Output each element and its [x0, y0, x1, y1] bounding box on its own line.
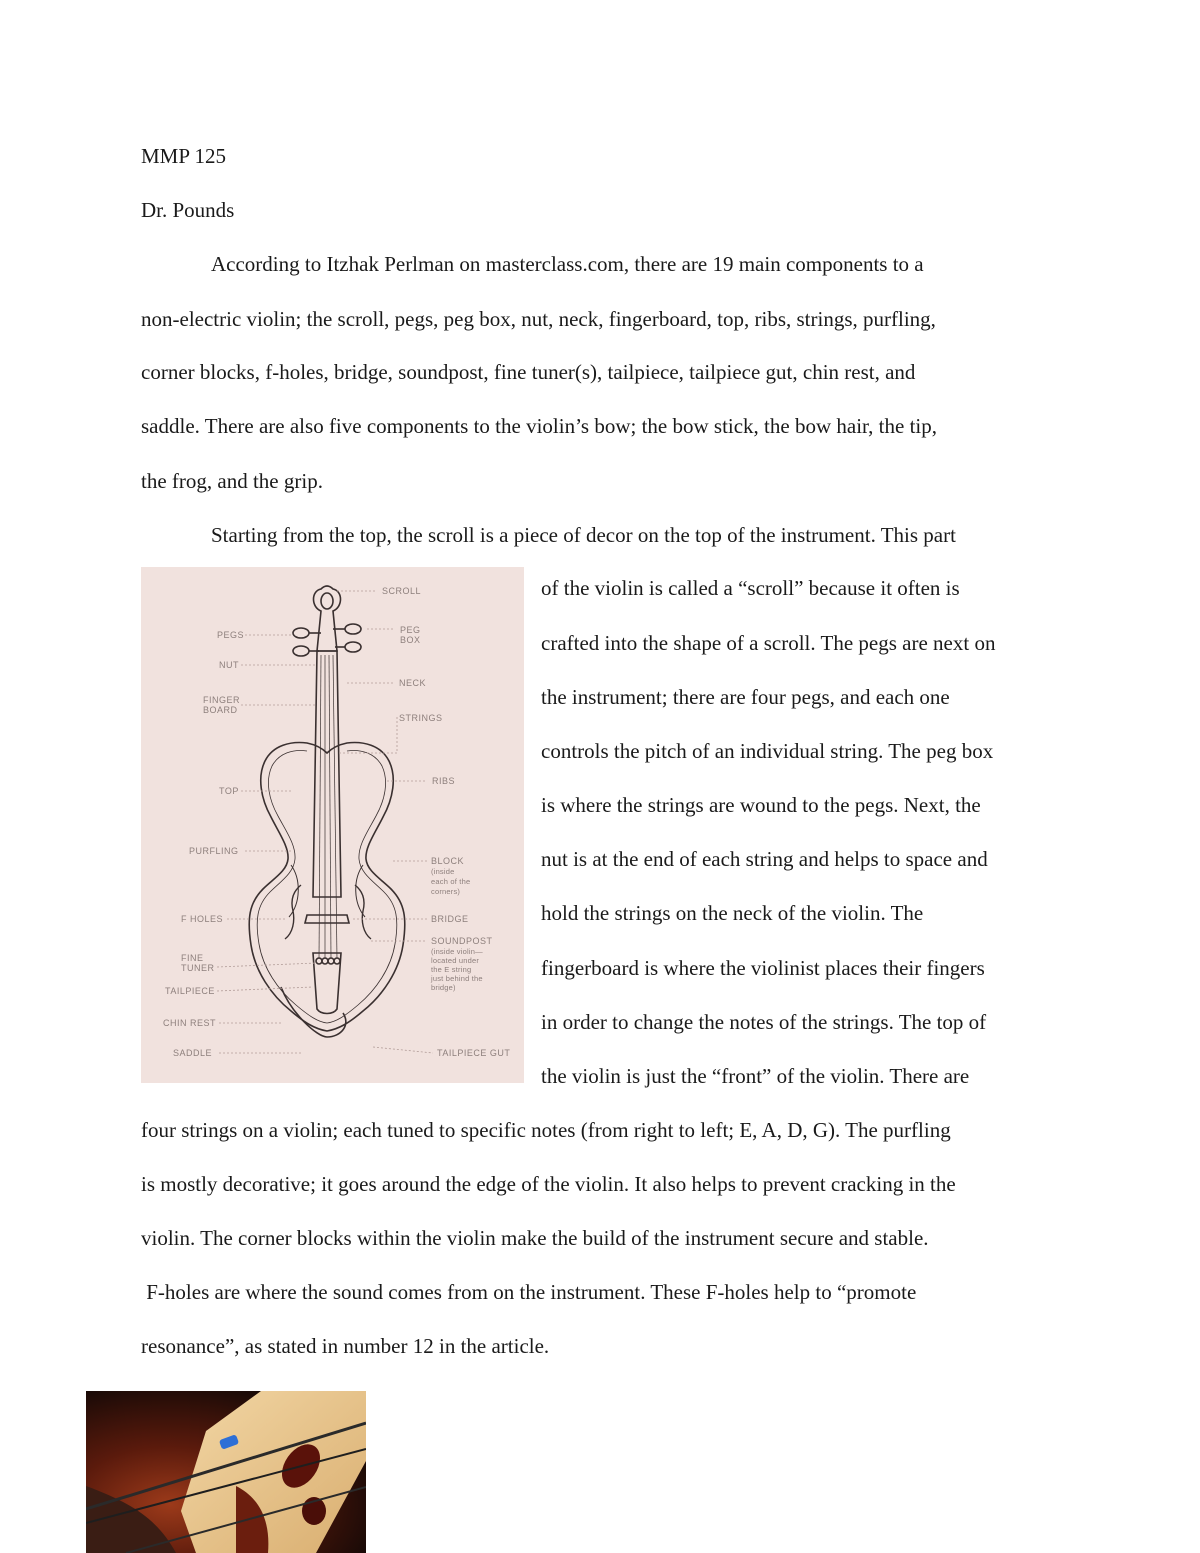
label-ribs: RIBS: [432, 776, 456, 786]
paragraph2-line: four strings on a violin; each tuned to specific notes (from right to left; E, A, D, G). The purfling: [141, 1118, 951, 1142]
label-peg-box: PEG: [400, 625, 421, 635]
label-soundpost-note: located under: [431, 956, 480, 965]
label-bridge: BRIDGE: [431, 914, 469, 924]
label-purfling: PURFLING: [189, 846, 239, 856]
label-block: BLOCK: [431, 856, 465, 866]
label-finger-board: BOARD: [203, 705, 238, 715]
paragraph2-line: crafted into the shape of a scroll. The pegs are next on: [541, 631, 996, 655]
label-soundpost-note: the E string: [431, 965, 472, 974]
label-fine-tuner: FINE: [181, 953, 204, 963]
paragraph2-line: hold the strings on the neck of the violin. The: [541, 901, 924, 925]
label-chin-rest: CHIN REST: [163, 1018, 217, 1028]
paragraph2-line: violin. The corner blocks within the violin make the build of the instrument secure and stable.: [141, 1226, 929, 1250]
label-neck: NECK: [399, 678, 427, 688]
label-soundpost-note: bridge): [431, 983, 456, 992]
label-saddle: SADDLE: [173, 1048, 213, 1058]
paragraph2-line: is where the strings are wound to the pegs. Next, the: [541, 793, 981, 817]
label-fine-tuner: TUNER: [181, 963, 215, 973]
paragraph2-line: the violin is just the “front” of the violin. There are: [541, 1064, 970, 1088]
bridge-photo-illustration: [86, 1391, 366, 1553]
paragraph2-line: resonance”, as stated in number 12 in the article.: [141, 1334, 550, 1358]
paragraph1-line: According to Itzhak Perlman on masterclass.com, there are 19 main components to a: [211, 252, 924, 276]
paragraph2-line: fingerboard is where the violinist places their fingers: [541, 956, 985, 980]
label-top: TOP: [219, 786, 239, 796]
violin-body-outline: [249, 743, 405, 1031]
paragraph2-line: Starting from the top, the scroll is a piece of decor on the top of the instrument. This part: [211, 523, 956, 547]
paragraph1-line: corner blocks, f-holes, bridge, soundpost, fine tuner(s), tailpiece, tailpiece gut, chin rest, and: [141, 360, 916, 384]
label-block-note: each of the: [431, 877, 471, 886]
violin-bridge-photo: [86, 1391, 366, 1553]
paragraph2-line: in order to change the notes of the strings. The top of: [541, 1010, 987, 1034]
label-nut: NUT: [219, 660, 239, 670]
paragraph2-line: is mostly decorative; it goes around the edge of the violin. It also helps to prevent cracking in the: [141, 1172, 956, 1196]
label-finger-board: FINGER: [203, 695, 241, 705]
paragraph2-line: of the violin is called a “scroll” because it often is: [541, 576, 960, 600]
label-tailpiece-gut: TAILPIECE GUT: [437, 1048, 511, 1058]
instructor-name: Dr. Pounds: [141, 198, 235, 222]
paragraph1-line: saddle. There are also five components to the violin’s bow; the bow stick, the bow hair, the tip,: [141, 414, 938, 438]
label-block-note: (inside: [431, 867, 455, 876]
label-f-holes: F HOLES: [181, 914, 224, 924]
course-code: MMP 125: [141, 144, 226, 168]
label-peg-box: BOX: [400, 635, 421, 645]
paragraph2-line: F-holes are where the sound comes from on the instrument. These F-holes help to “promote: [141, 1280, 917, 1304]
paragraph2-line: controls the pitch of an individual string. The peg box: [541, 739, 994, 763]
violin-parts-diagram: [141, 567, 524, 1083]
label-soundpost-note: just behind the: [431, 974, 483, 983]
label-pegs: PEGS: [217, 630, 245, 640]
label-tailpiece: TAILPIECE: [165, 986, 215, 996]
label-scroll: SCROLL: [382, 586, 422, 596]
label-soundpost: SOUNDPOST: [431, 936, 493, 946]
label-soundpost-note: (inside violin—: [431, 947, 483, 956]
label-block-note: corners): [431, 887, 461, 896]
paragraph2-line: the instrument; there are four pegs, and each one: [541, 685, 950, 709]
paragraph1-line: non-electric violin; the scroll, pegs, peg box, nut, neck, fingerboard, top, ribs, strings, purfling,: [141, 307, 936, 331]
label-strings: STRINGS: [399, 713, 443, 723]
paragraph1-line: the frog, and the grip.: [141, 469, 323, 493]
paragraph2-line: nut is at the end of each string and helps to space and: [541, 847, 988, 871]
violin-illustration: [141, 567, 524, 1083]
